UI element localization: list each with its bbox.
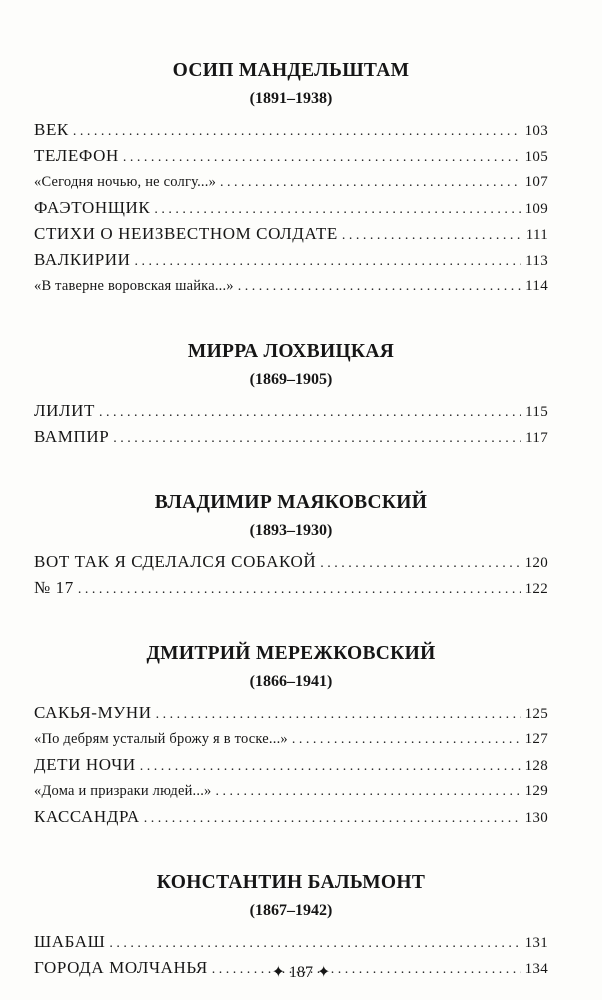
leader-dots [99, 400, 521, 426]
toc-entry [34, 143, 548, 169]
toc-entry [34, 273, 548, 299]
entry-title: ГОРОДА МОЛЧАНЬЯ [34, 958, 208, 977]
entry-title: ШАБАШ [34, 932, 106, 951]
section-gap [34, 601, 548, 641]
toc-entry [34, 221, 548, 247]
entry-title: ВАЛКИРИИ [34, 250, 131, 269]
author-name: МИРРА ЛОХВИЦКАЯ [187, 341, 395, 362]
toc-entry [34, 247, 548, 273]
toc-entry [34, 424, 548, 450]
entry-page: 107 [524, 174, 548, 190]
entry-page: 127 [524, 731, 548, 747]
ornament-icon: ✦ [317, 964, 331, 981]
entry-title: «Дома и призраки людей...» [34, 783, 212, 799]
entry-title: ВОТ ТАК Я СДЕЛАЛСЯ СОБАКОЙ [34, 552, 317, 571]
toc-entry [34, 549, 548, 575]
leader-dots [123, 145, 521, 171]
entry-title: ДЕТИ НОЧИ [34, 755, 136, 774]
toc-entry [34, 195, 548, 221]
toc-entry [34, 575, 548, 601]
entry-page: 103 [524, 123, 548, 139]
leader-dots [78, 577, 521, 603]
leader-dots [135, 249, 522, 275]
page-number-value: 187 [289, 964, 313, 981]
entry-page: 120 [524, 555, 548, 571]
author-name: КОНСТАНТИН БАЛЬМОНТ [156, 872, 426, 893]
entry-title: СТИХИ О НЕИЗВЕСТНОМ СОЛДАТЕ [34, 224, 338, 243]
entry-page: 122 [524, 581, 548, 597]
entry-page: 105 [524, 149, 548, 165]
entry-title: ТЕЛЕФОН [34, 146, 119, 165]
leader-dots [154, 197, 520, 223]
toc-entry [34, 398, 548, 424]
toc-section [34, 339, 548, 450]
entry-page: 113 [525, 253, 548, 269]
leader-dots [113, 426, 521, 452]
toc-section [34, 641, 548, 830]
toc-entry [34, 726, 548, 752]
leader-dots [292, 727, 521, 753]
author-name: ДМИТРИЙ МЕРЕЖКОВСКИЙ [146, 643, 436, 664]
entry-title: ВАМПИР [34, 427, 110, 446]
entry-title: САКЬЯ-МУНИ [34, 703, 152, 722]
entry-title: «Сегодня ночью, не солгу...» [34, 174, 217, 190]
entry-page: 130 [524, 810, 548, 826]
leader-dots [140, 754, 521, 780]
author-years: (1867–1942) [249, 902, 333, 919]
author-years: (1869–1905) [249, 371, 333, 388]
leader-dots [144, 806, 521, 832]
page-number [0, 962, 602, 982]
entry-page: 109 [524, 201, 548, 217]
entry-page: 111 [525, 227, 548, 243]
leader-dots [220, 170, 521, 196]
toc-entry [34, 169, 548, 195]
entry-page: 131 [524, 935, 548, 951]
entry-title: ЛИЛИТ [34, 401, 95, 420]
leader-dots [215, 779, 520, 805]
author-years: (1891–1938) [249, 90, 333, 107]
toc-entry [34, 929, 548, 955]
author-years: (1866–1941) [249, 673, 333, 690]
table-of-contents [34, 58, 548, 981]
section-gap [34, 830, 548, 870]
toc-entry [34, 752, 548, 778]
ornament-icon: ✦ [271, 964, 285, 981]
entry-title: КАССАНДРА [34, 807, 140, 826]
entry-title: № 17 [34, 578, 74, 597]
entry-page: 129 [524, 783, 548, 799]
entry-page: 128 [524, 758, 548, 774]
entry-page: 134 [524, 961, 548, 977]
toc-entry [34, 778, 548, 804]
author-name: ОСИП МАНДЕЛЬШТАМ [172, 60, 410, 81]
entry-page: 117 [525, 430, 548, 446]
entry-title: «По дебрям усталый брожу я в тоске...» [34, 731, 288, 747]
entry-title: ВЕК [34, 120, 69, 139]
section-gap [34, 299, 548, 339]
entry-page: 125 [524, 706, 548, 722]
entry-page: 114 [525, 278, 548, 294]
leader-dots [73, 119, 521, 145]
toc-section [34, 58, 548, 299]
leader-dots [156, 702, 521, 728]
section-gap [34, 450, 548, 490]
toc-entry [34, 700, 548, 726]
author-years: (1893–1930) [249, 522, 333, 539]
entry-title: «В таверне воровская шайка...» [34, 278, 234, 294]
leader-dots [238, 274, 521, 300]
toc-entry [34, 117, 548, 143]
entry-page: 115 [525, 404, 548, 420]
leader-dots [320, 551, 520, 577]
author-name: ВЛАДИМИР МАЯКОВСКИЙ [154, 492, 428, 513]
leader-dots [342, 223, 522, 249]
toc-entry [34, 804, 548, 830]
leader-dots [109, 931, 520, 957]
toc-section [34, 490, 548, 601]
entry-title: ФАЭТОНЩИК [34, 198, 151, 217]
